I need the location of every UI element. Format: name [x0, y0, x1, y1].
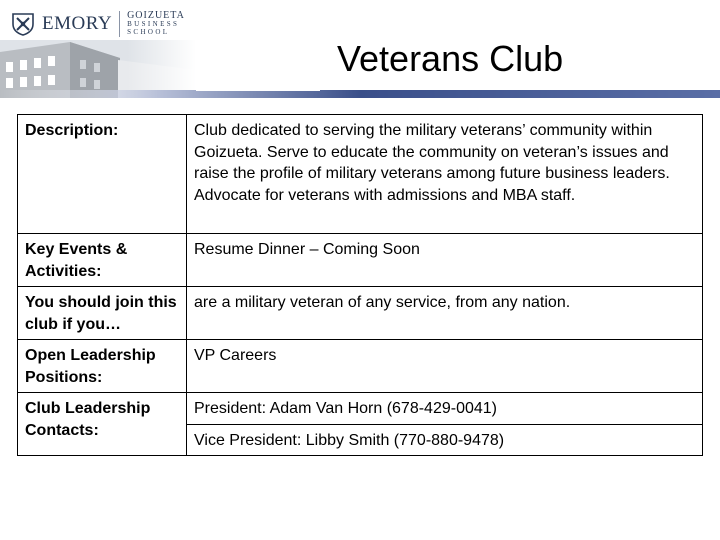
page-title: Veterans Club — [337, 38, 564, 79]
club-info-table — [17, 114, 703, 456]
table-row — [18, 340, 703, 393]
logo-school-text: GOIZUETA BUSINESS SCHOOL — [127, 10, 185, 36]
row-label: Key Events & Activities: — [18, 234, 187, 287]
row-label: Description: — [18, 115, 187, 234]
row-label: Open Leadership Positions: — [18, 340, 187, 393]
table-row — [18, 115, 703, 234]
row-value: President: Adam Van Horn (678-429-0041) — [187, 393, 703, 425]
logo-emory-text: EMORY — [42, 13, 113, 34]
row-value: Club dedicated to serving the military veterans’ community within Goizueta. Serve to educate the community on veteran’s issues and raise the profile of military veterans among future business leaders. Advocate for veterans with admissions and MBA staff. — [187, 115, 703, 234]
row-value: Resume Dinner – Coming Soon — [187, 234, 703, 287]
table-row — [18, 393, 703, 425]
emory-goizueta-logo — [10, 8, 185, 40]
header-accent-bar — [0, 86, 720, 102]
row-label: Club Leadership Contacts: — [18, 393, 187, 456]
row-value: Vice President: Libby Smith (770-880-9478) — [187, 424, 703, 456]
row-value: are a military veteran of any service, from any nation. — [187, 287, 703, 340]
shield-icon — [10, 11, 36, 37]
table-row — [18, 234, 703, 287]
row-label: You should join this club if you… — [18, 287, 187, 340]
row-value: VP Careers — [187, 340, 703, 393]
slide-header — [0, 0, 720, 100]
table-row — [18, 287, 703, 340]
logo-divider — [119, 11, 120, 37]
